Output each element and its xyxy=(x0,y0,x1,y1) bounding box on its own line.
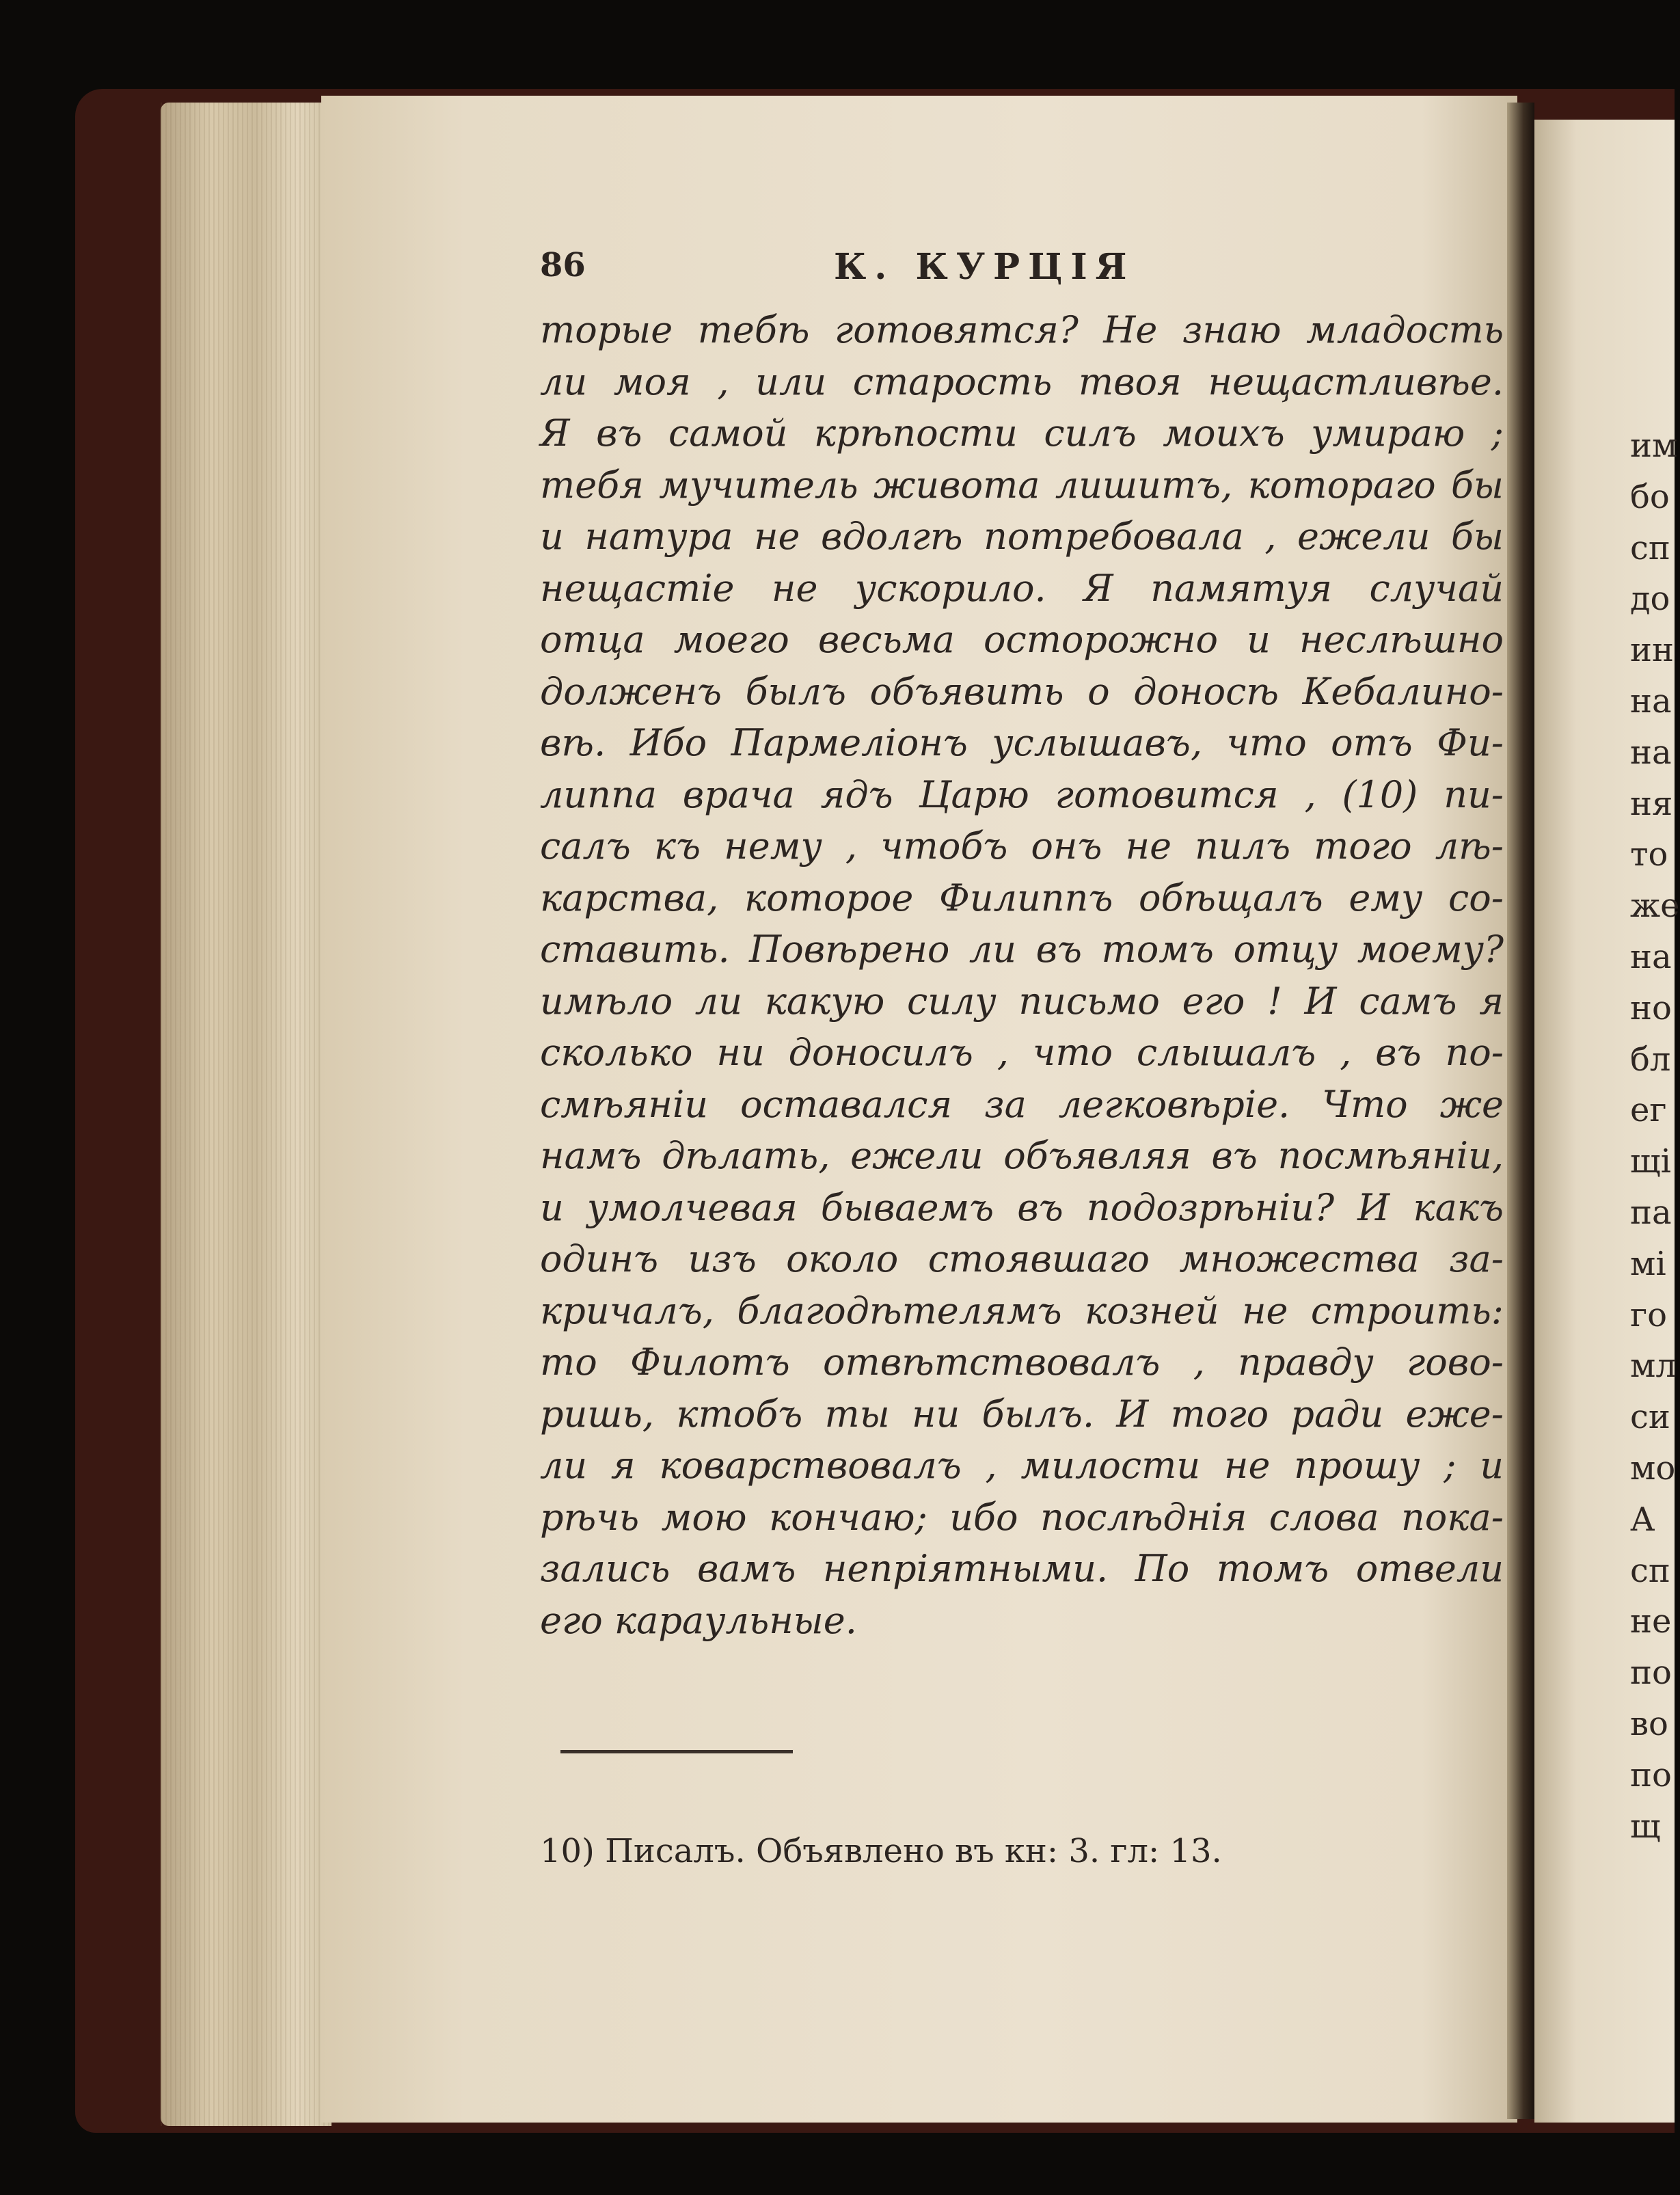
page-edges xyxy=(161,103,331,2126)
right-page-text xyxy=(1630,420,1680,1852)
text-fragment: же xyxy=(1630,887,1680,926)
text-fragment: на xyxy=(1630,682,1672,721)
text-fragment: бл xyxy=(1630,1040,1671,1079)
running-title: К. КУРЦІЯ xyxy=(834,246,1135,288)
text-line: одинъ изъ около стоявшаго множества за- xyxy=(540,1237,1504,1280)
book-gutter xyxy=(1507,103,1534,2119)
text-line: ставить. Повѣрено ли въ томъ отцу моему? xyxy=(540,928,1504,971)
text-fragment: во xyxy=(1630,1704,1668,1743)
text-line: и натура не вдолгѣ потребовала , ежели бы xyxy=(540,515,1504,558)
text-fragment: сп xyxy=(1630,528,1670,567)
text-line: рѣчь мою кончаю; ибо послѣднія слова пока- xyxy=(540,1495,1504,1539)
page-number: 86 xyxy=(540,246,586,284)
text-line: зались вамъ непріятными. По томъ отвели xyxy=(540,1547,1504,1590)
text-fragment: сп xyxy=(1630,1551,1670,1590)
page-header xyxy=(540,246,1497,294)
text-fragment: щ xyxy=(1630,1807,1661,1846)
text-fragment: на xyxy=(1630,733,1672,772)
text-fragment: бо xyxy=(1630,477,1670,516)
text-line: и умолчевая бываемъ въ подозрѣніи? И какъ xyxy=(540,1185,1504,1229)
text-line: карства, которое Филиппъ обѣщалъ ему со- xyxy=(540,876,1504,919)
text-line: его караульные. xyxy=(540,1598,857,1642)
text-line: нещастіе не ускорило. Я памятуя случай xyxy=(540,566,1504,610)
body-text xyxy=(540,304,1504,1646)
text-line: ли моя , или старость твоя нещастливѣе. xyxy=(540,360,1504,403)
text-line: имѣло ли какую силу письмо его ! И самъ я xyxy=(540,979,1504,1023)
text-fragment: по xyxy=(1630,1654,1672,1693)
text-line: торые тебѣ готовятся? Не знаю младость xyxy=(540,308,1504,351)
text-fragment: го xyxy=(1630,1295,1668,1334)
footnote: 10) Писалъ. Объявлено въ кн: 3. гл: 13. xyxy=(540,1832,1222,1870)
text-fragment: си xyxy=(1630,1398,1670,1437)
footnote-rule xyxy=(560,1750,793,1753)
text-fragment: ня xyxy=(1630,784,1673,823)
text-fragment: ин xyxy=(1630,631,1674,670)
text-line: сколько ни доносилъ , что слышалъ , въ по- xyxy=(540,1031,1504,1074)
text-fragment: то xyxy=(1630,835,1668,874)
text-fragment: ег xyxy=(1630,1091,1667,1130)
text-fragment: мі xyxy=(1630,1244,1666,1283)
text-line: ли я коварствовалъ , милости не прошу ; и xyxy=(540,1444,1504,1487)
text-line: то Филотъ отвѣтствовалъ , правду гово- xyxy=(540,1341,1504,1384)
text-line: отца моего весьма осторожно и неслѣшно xyxy=(540,618,1504,661)
text-line: салъ къ нему , чтобъ онъ не пилъ того лѣ- xyxy=(540,824,1504,867)
text-fragment: по xyxy=(1630,1755,1672,1794)
text-fragment: им xyxy=(1630,427,1678,465)
text-line: намъ дѣлать, ежели объявляя въ посмѣяніи, xyxy=(540,1134,1504,1177)
text-fragment: А xyxy=(1630,1500,1655,1539)
text-fragment: па xyxy=(1630,1193,1672,1232)
text-line: Я въ самой крѣпости силъ моихъ умираю ; xyxy=(540,412,1504,455)
text-line: ришь, ктобъ ты ни былъ. И того ради еже- xyxy=(540,1392,1504,1436)
text-line: долженъ былъ объявить о доносѣ Кебалино- xyxy=(540,669,1504,713)
text-fragment: не xyxy=(1630,1602,1672,1641)
text-fragment: щі xyxy=(1630,1142,1671,1181)
text-line: вѣ. Ибо Пармеліонъ услышавъ, что отъ Фи- xyxy=(540,721,1504,764)
text-fragment: мл xyxy=(1630,1347,1677,1386)
text-line: тебя мучитель живота лишитъ, котораго бы xyxy=(540,463,1504,507)
text-fragment: но xyxy=(1630,988,1672,1027)
text-fragment: до xyxy=(1630,580,1670,619)
text-line: смѣяніи оставался за легковѣріе. Что же xyxy=(540,1082,1504,1126)
text-line: кричалъ, благодѣтелямъ козней не строить: xyxy=(540,1289,1504,1332)
text-fragment: на xyxy=(1630,937,1672,976)
text-line: липпа врача ядъ Царю готовится , (10) пи- xyxy=(540,772,1504,816)
text-fragment: мо xyxy=(1630,1449,1676,1487)
